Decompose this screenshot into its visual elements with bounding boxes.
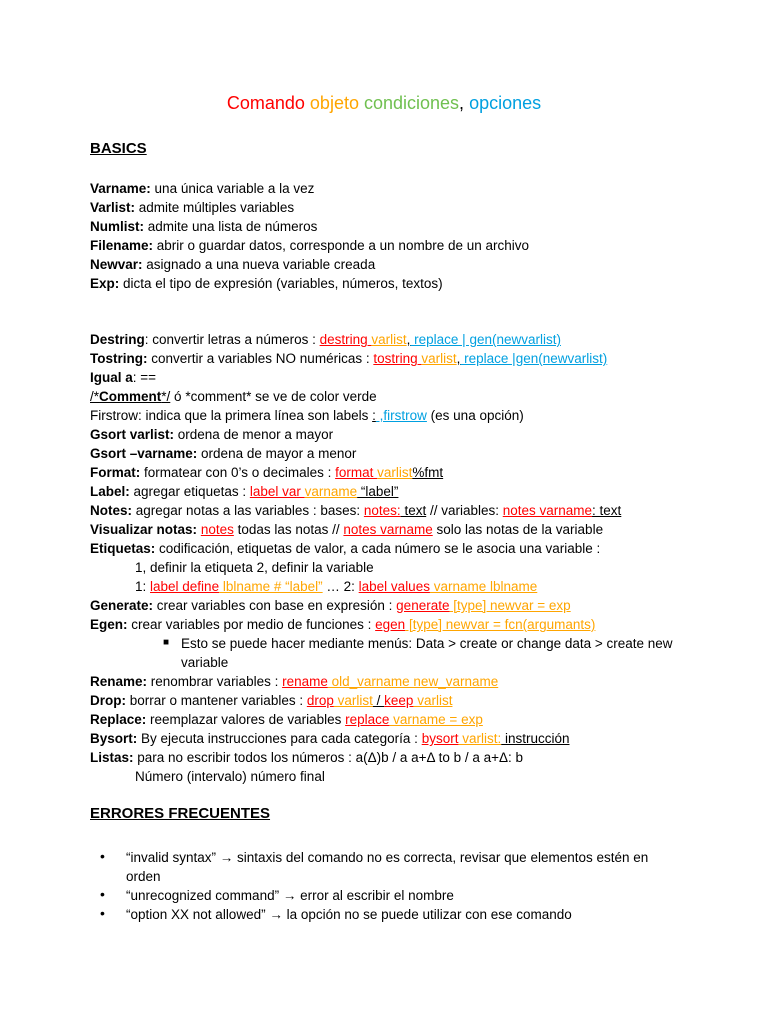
desc: ordena de menor a mayor <box>174 427 334 442</box>
basics-item <box>90 217 317 236</box>
basics-item <box>90 198 294 217</box>
arrow-right-icon: → <box>269 907 283 922</box>
cmd-firstrow <box>90 406 524 425</box>
desc: crear variables por medio de funciones : <box>127 617 376 632</box>
cmd: tostring <box>373 351 422 366</box>
cmd-visualizar <box>90 520 603 539</box>
comment-open: /* <box>90 389 100 404</box>
term: Filename: <box>90 238 154 253</box>
term: Rename: <box>90 674 148 689</box>
obj2: varlist <box>413 693 453 708</box>
error-code: “invalid syntax” <box>126 850 220 865</box>
cmd-rename <box>90 672 498 691</box>
term: Numlist: <box>90 219 144 234</box>
text2: : text <box>592 503 622 518</box>
cmd: generate <box>396 598 450 613</box>
desc: para no escribir todos los números : a(Δ)b / a a+Δ to b / a a+Δ: b <box>133 750 524 765</box>
square-bullet-icon: ■ <box>163 637 170 648</box>
basics-heading: BASICS <box>90 140 147 157</box>
term: Exp: <box>90 276 120 291</box>
page-title <box>0 93 768 114</box>
cmd: replace <box>345 712 390 727</box>
comment-star: *comment* <box>185 389 252 404</box>
cmd: drop <box>306 693 334 708</box>
bullet-icon: • <box>100 905 105 921</box>
comment-desc: se ve de color verde <box>251 389 377 404</box>
desc: renombrar variables : <box>147 674 283 689</box>
obj: [type] newvar = fcn(argumants) <box>405 617 596 632</box>
cmd-drop <box>90 691 452 710</box>
desc: ordena de mayor a menor <box>197 446 357 461</box>
opt: ,firstrow <box>375 408 427 423</box>
instr: instrucción <box>501 731 570 746</box>
var: varlist <box>421 351 457 366</box>
cmd2: label values <box>358 579 430 594</box>
cmd-etiquetas <box>90 539 600 558</box>
etiquetas-steps: 1, definir la etiqueta 2, definir la variable <box>135 560 374 575</box>
term: Notes: <box>90 503 133 518</box>
bullet-icon: • <box>100 886 105 902</box>
term: Egen: <box>90 617 128 632</box>
desc: agregar etiquetas : <box>129 484 250 499</box>
term: Drop: <box>90 693 126 708</box>
term: Bysort: <box>90 731 138 746</box>
term: Newvar: <box>90 257 143 272</box>
cmd: destring <box>319 332 372 347</box>
title-comando: Comando <box>226 93 305 113</box>
menu-note: Esto se puede hacer mediante menús: Data > create or change data > create new <box>181 636 673 651</box>
desc: agregar notas a las variables : bases: <box>132 503 364 518</box>
cmd2: notes varname <box>343 522 433 537</box>
mid: todas las notas // <box>233 522 344 537</box>
basics-item <box>90 274 443 293</box>
var: varlist <box>371 332 407 347</box>
term: Generate: <box>90 598 154 613</box>
obj: varlist <box>333 693 373 708</box>
comment-word: Comment <box>99 389 162 404</box>
desc: asignado a una nueva variable creada <box>142 257 376 272</box>
desc: admite una lista de números <box>144 219 318 234</box>
error-item <box>126 905 572 924</box>
comment-close: */ <box>161 389 171 404</box>
basics-item <box>90 236 529 255</box>
term: Varname: <box>90 181 151 196</box>
var: varname <box>304 484 358 499</box>
term: Tostring: <box>90 351 148 366</box>
cmd-egen <box>90 615 595 634</box>
opt: replace |gen(newvarlist) <box>460 351 608 366</box>
desc: formatear con 0’s o decimales : <box>140 465 336 480</box>
fmt: %fmt <box>412 465 444 480</box>
cmd-gsort-asc <box>90 425 333 444</box>
errors-heading: ERRORES FRECUENTES <box>90 805 271 822</box>
comma: , <box>456 351 461 366</box>
opt: replace | gen(newvarlist) <box>410 332 561 347</box>
cmd: rename <box>282 674 328 689</box>
cmd-format <box>90 463 443 482</box>
cmd-bysort <box>90 729 570 748</box>
desc: By ejecuta instrucciones para cada categoría : <box>137 731 422 746</box>
cmd: format <box>335 465 378 480</box>
obj: [type] newvar = exp <box>449 598 571 613</box>
error-desc: sintaxis del comando no es correcta, revisar que elementos estén en <box>233 850 649 865</box>
slash: / <box>372 693 385 708</box>
text: text <box>400 503 427 518</box>
term: Varlist: <box>90 200 136 215</box>
obj: varname = exp <box>389 712 483 727</box>
mid: // variables: <box>426 503 503 518</box>
cmd: notes <box>200 522 234 537</box>
n1: 1: <box>135 579 151 594</box>
term: Label: <box>90 484 130 499</box>
basics-item <box>90 179 314 198</box>
error-item-cont: orden <box>126 869 161 884</box>
cmd-igual <box>90 368 156 387</box>
term: Etiquetas: <box>90 541 156 556</box>
error-item <box>126 886 454 905</box>
term: Listas: <box>90 750 134 765</box>
cmd2: notes varname <box>502 503 593 518</box>
desc: codificación, etiquetas de valor, a cada número se le asocia una variable : <box>155 541 601 556</box>
title-condiciones: condiciones <box>363 93 460 113</box>
term: Gsort –varname: <box>90 446 198 461</box>
desc: abrir o guardar datos, corresponde a un nombre de un archivo <box>153 238 530 253</box>
rest: solo las notas de la variable <box>432 522 604 537</box>
obj2: varname lblname <box>429 579 538 594</box>
dots: … 2: <box>322 579 359 594</box>
desc: dicta el tipo de expresión (variables, números, textos) <box>119 276 443 291</box>
cmd-tostring <box>90 349 607 368</box>
cmd-notes <box>90 501 621 520</box>
rest: (es una opción) <box>426 408 524 423</box>
cmd: bysort <box>421 731 459 746</box>
etiquetas-cmds <box>135 577 537 596</box>
basics-item <box>90 255 375 274</box>
title-objeto: objeto <box>309 93 359 113</box>
term: Visualizar notas: <box>90 522 198 537</box>
cmd-gsort-desc <box>90 444 356 463</box>
term: Format: <box>90 465 141 480</box>
obj: old_varname new_varname <box>327 674 499 689</box>
arrow-right-icon: → <box>282 888 297 903</box>
cmd: label var <box>249 484 305 499</box>
desc: una única variable a la vez <box>150 181 315 196</box>
term: Destring <box>90 332 145 347</box>
cmd-generate <box>90 596 571 615</box>
quote: “label” <box>357 484 399 499</box>
desc: convertir a variables NO numéricas : <box>147 351 374 366</box>
desc: admite múltiples variables <box>135 200 295 215</box>
desc: : == <box>132 370 157 385</box>
error-item <box>126 848 648 867</box>
error-code: “option XX not allowed” <box>126 907 270 922</box>
desc: crear variables con base en expresión : <box>153 598 397 613</box>
error-desc: la opción no se puede utilizar con ese comando <box>282 907 572 922</box>
term: Replace: <box>90 712 147 727</box>
desc: reemplazar valores de variables <box>146 712 346 727</box>
obj1: lblname # “label” <box>219 579 323 594</box>
cmd: notes: <box>363 503 401 518</box>
arrow-right-icon: → <box>219 850 234 865</box>
desc: : convertir letras a números : <box>144 332 320 347</box>
cmd-listas <box>90 748 523 767</box>
cmd-label <box>90 482 398 501</box>
bullet-icon: • <box>100 848 105 864</box>
title-comma: , <box>459 93 465 113</box>
comment-or: ó <box>170 389 186 404</box>
comma: , <box>406 332 411 347</box>
desc: borrar o mantener variables : <box>126 693 307 708</box>
cmd: egen <box>375 617 406 632</box>
term: Gsort varlist: <box>90 427 175 442</box>
term: Igual a <box>90 370 133 385</box>
cmd-destring <box>90 330 561 349</box>
title-opciones: opciones <box>469 93 542 113</box>
desc: Firstrow: indica que la primera línea son labels <box>90 408 373 423</box>
var: varlist <box>377 465 413 480</box>
cmd1: label define <box>150 579 220 594</box>
listas-cont: Número (intervalo) número final <box>135 769 325 784</box>
obj: varlist: <box>458 731 502 746</box>
error-code: “unrecognized command” <box>126 888 283 903</box>
menu-note-cont: variable <box>181 655 229 670</box>
cmd2: keep <box>384 693 414 708</box>
cmd-comment <box>90 387 377 406</box>
cmd-replace <box>90 710 483 729</box>
error-desc: error al escribir el nombre <box>296 888 454 903</box>
colon: : <box>372 408 376 423</box>
